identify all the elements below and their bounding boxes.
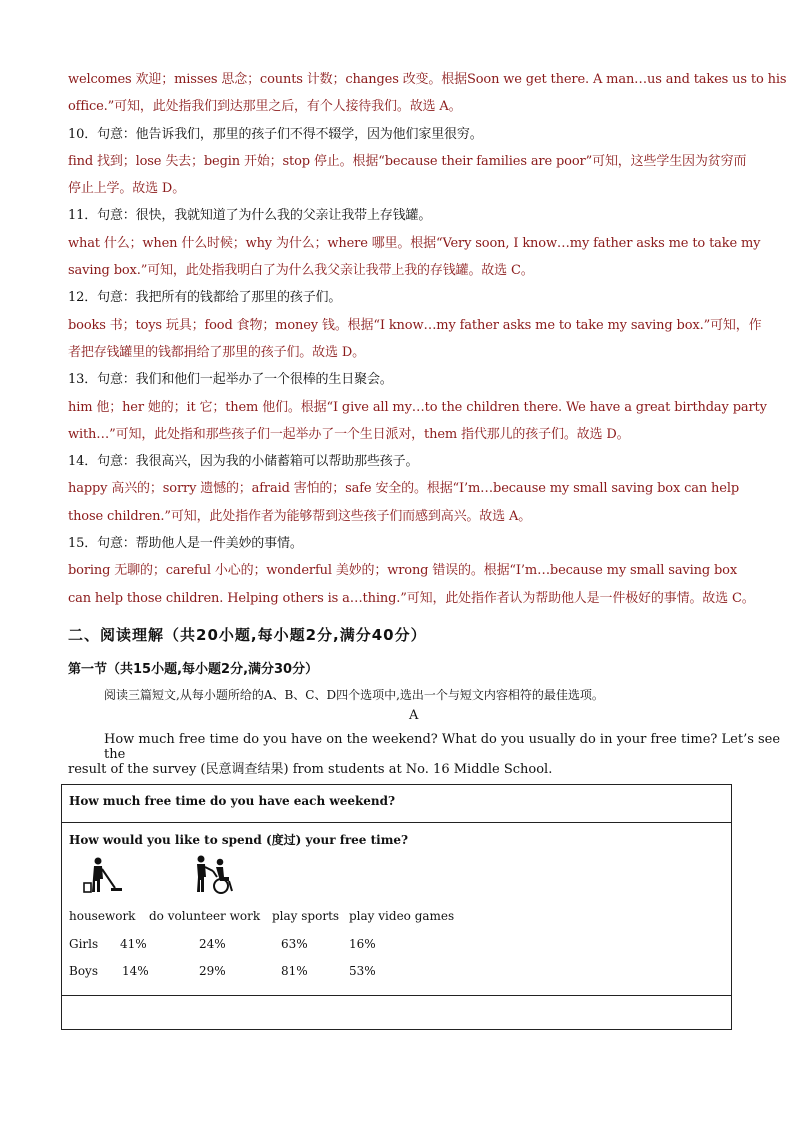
explanation-line: boring 无聊的；careful 小心的；wonderful 美妙的；wrong 错误的。根据“I’m…because my small saving box: [68, 563, 738, 579]
table-cell: 14%: [122, 964, 149, 978]
explanation-line: 15．句意：帮助他人是一件美妙的事情。: [68, 536, 303, 552]
instruction: 阅读三篇短文,从每小题所给的A、B、C、D四个选项中,选出一个与短文内容相符的最佳选项。: [104, 688, 604, 702]
table-cell: 16%: [349, 937, 376, 951]
explanation-line: welcomes 欢迎；misses 思念；counts 计数；changes 改变。根据Soon we get there. A man…us and takes us to his: [68, 72, 787, 87]
volunteer-wheelchair-icon: [192, 855, 238, 895]
category-video-games: play video games: [349, 909, 455, 923]
table-divider: [62, 822, 731, 823]
passage-letter: A: [409, 708, 419, 723]
section-title: 二、阅读理解（共20小题,每小题2分,满分40分）: [68, 626, 427, 644]
row-label-girls: Girls: [69, 937, 99, 951]
passage-line: How much free time do you have on the weekend? What do you usually do in your free time? Let’s see the: [104, 732, 781, 762]
survey-question-1: How much free time do you have each weekend?: [69, 794, 396, 808]
explanation-line: 者把存钱罐里的钱都捐给了那里的孩子们。故选 D。: [68, 344, 365, 360]
survey-question-2: How would you like to spend (度过) your free time?: [69, 833, 409, 847]
explanation-line: can help those children. Helping others is a…thing.”可知，此处指作者认为帮助他人是一件极好的事情。故选 C。: [68, 590, 755, 606]
explanation-line: saving box.”可知，此处指我明白了为什么我父亲让我带上我的存钱罐。故选 C。: [68, 263, 534, 279]
explanation-line: 13．句意：我们和他们一起举办了一个很棒的生日聚会。: [68, 372, 393, 388]
table-cell: 24%: [199, 937, 226, 951]
row-label-boys: Boys: [69, 964, 98, 978]
category-volunteer: do volunteer work: [149, 909, 261, 923]
table-cell: 63%: [281, 937, 308, 951]
category-sports: play sports: [272, 909, 340, 923]
explanation-line: with…”可知，此处指和那些孩子们一起举办了一个生日派对，them 指代那儿的孩子们。故选 D。: [68, 426, 630, 442]
explanation-line: books 书；toys 玩具；food 食物；money 钱。根据“I know…my father asks me to take my saving box.”可知，作: [68, 317, 762, 333]
category-housework: housework: [69, 909, 136, 923]
table-cell: 81%: [281, 964, 308, 978]
table-cell: 29%: [199, 964, 226, 978]
explanation-line: 停止上学。故选 D。: [68, 181, 186, 197]
explanation-line: those children.”可知，此处指作者为能够帮到这些孩子们而感到高兴。故选 A。: [68, 508, 532, 524]
explanation-line: find 找到；lose 失去；begin 开始；stop 停止。根据“because their families are poor”可知，这些学生因为贫穷而: [68, 153, 747, 169]
explanation-line: 11．句意：很快，我就知道了为什么我的父亲让我带上存钱罐。: [68, 208, 432, 224]
explanation-line: office.”可知，此处指我们到达那里之后，有个人接待我们。故选 A。: [68, 99, 462, 115]
table-divider: [62, 995, 731, 996]
explanation-line: 12．句意：我把所有的钱都给了那里的孩子们。: [68, 290, 342, 306]
explanation-line: happy 高兴的；sorry 遗憾的；afraid 害怕的；safe 安全的。根据“I’m…because my small saving box can help: [68, 481, 739, 497]
table-cell: 53%: [349, 964, 376, 978]
explanation-line: what 什么；when 什么时候；why 为什么；where 哪里。根据“Very soon, I know…my father asks me to take my: [68, 235, 761, 251]
passage-line: result of the survey (民意调查结果) from students at No. 16 Middle School.: [68, 762, 553, 777]
explanation-list: [68, 66, 787, 612]
explanation-line: 10．句意：他告诉我们，那里的孩子们不得不辍学，因为他们家里很穷。: [68, 126, 483, 142]
subsection-title: 第一节（共15小题,每小题2分,满分30分）: [68, 662, 319, 677]
table-cell: 41%: [120, 937, 147, 951]
housework-cleaning-icon: [82, 857, 126, 895]
explanation-line: 14．句意：我很高兴，因为我的小储蓄箱可以帮助那些孩子。: [68, 454, 419, 470]
survey-table: [61, 784, 732, 1030]
explanation-line: him 他；her 她的；it 它；them 他们。根据“I give all my…to the children there. We have a great birthday party: [68, 399, 767, 415]
